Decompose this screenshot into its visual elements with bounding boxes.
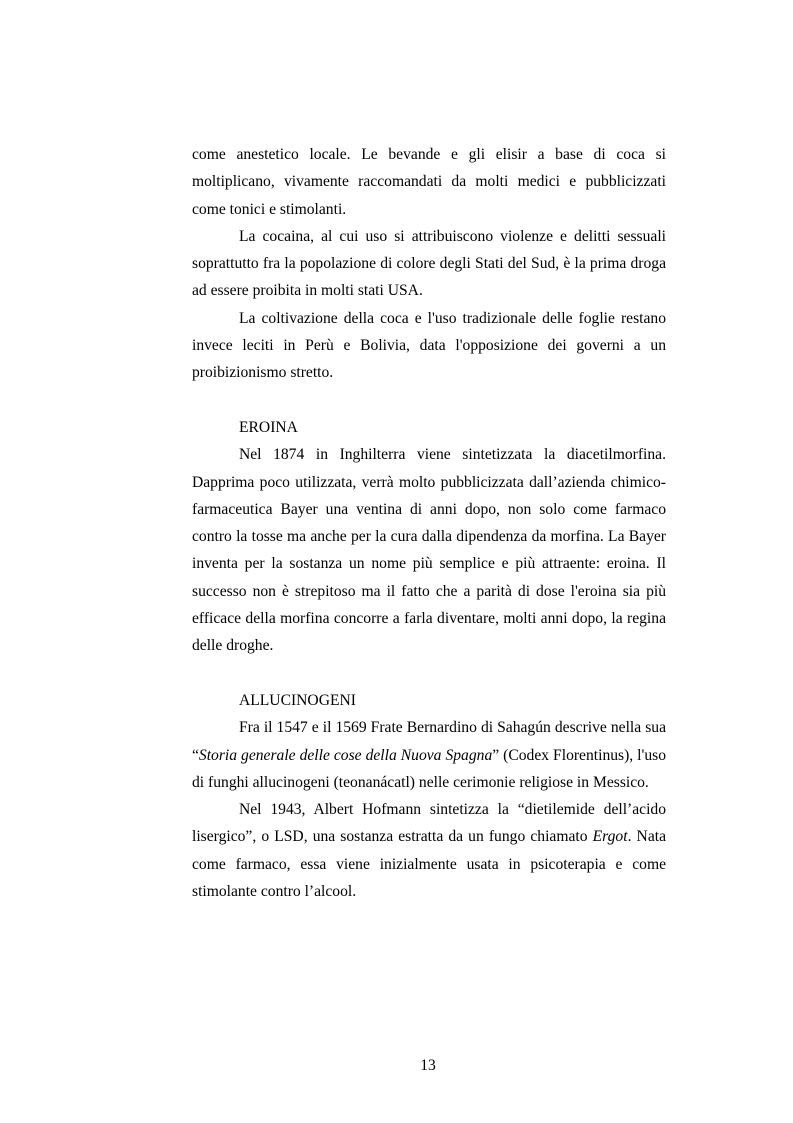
paragraph-sahagun: [192, 714, 666, 796]
paragraph-coca-cultivation: La coltivazione della coca e l'uso tradizionale delle foglie restano invece leciti in Perù e Bolivia, data l'opposizione dei governi a un proibizionismo stretto.: [192, 309, 666, 382]
text-span: . Nata come farmaco, essa viene inizialmente usata in psicoterapia e come stimolante contro l’alcool.: [192, 828, 666, 901]
ergot-italic: Ergot: [592, 828, 628, 846]
paragraph-lsd: [192, 796, 666, 905]
section-heading-allucinogeni: ALLUCINOGENI: [239, 691, 356, 709]
text-span: Nel 1943, Albert Hofmann sintetizza la “dietilemide dell’acido lisergico”, o LSD, una sostanza estratta da un fungo chiamato: [192, 801, 666, 846]
paragraph-cocaine-prohibition: La cocaina, al cui uso si attribuiscono violenze e delitti sessuali soprattutto fra la popolazione di colore degli Stati del Sud, è la prima droga ad essere proibita in molti stati USA.: [192, 227, 666, 300]
paragraph-eroina: Nel 1874 in Inghilterra viene sintetizzata la diacetilmorfina. Dapprima poco utilizzata, verrà molto pubblicizzata dall’azienda chimico-farmaceutica Bayer una ventina di anni dopo, non solo come farmaco contro la tosse ma anche per la cura dalla dipendenza da morfina. La Bayer inventa per la sostanza un nome più semplice e più attraente: eroina. Il successo non è strepitoso ma il fatto che a parità di dose l'eroina sia più efficace della morfina concorre a farla diventare, molti anni dopo, la regina delle droghe.: [192, 446, 666, 655]
paragraph-cocaine-uses: come anestetico locale. Le bevande e gli elisir a base di coca si moltiplicano, vivamente raccomandati da molti medici e pubblicizzati come tonici e stimolanti.: [192, 146, 666, 218]
section-spacer: [192, 660, 666, 687]
page-body: [192, 141, 666, 905]
text-span: ” (Codex Florentinus), l'uso di funghi allucinogeni (teonanácatl) nelle cerimonie religiose in Messico.: [192, 746, 666, 791]
section-spacer: [192, 387, 666, 414]
section-heading-eroina: EROINA: [239, 418, 298, 436]
page-number: 13: [420, 1057, 436, 1074]
text-span: Fra il 1547 e il 1569 Frate Bernardino di Sahagún descrive nella sua “: [192, 719, 666, 764]
book-title-italic: Storia generale delle cose della Nuova Spagna: [198, 746, 493, 764]
